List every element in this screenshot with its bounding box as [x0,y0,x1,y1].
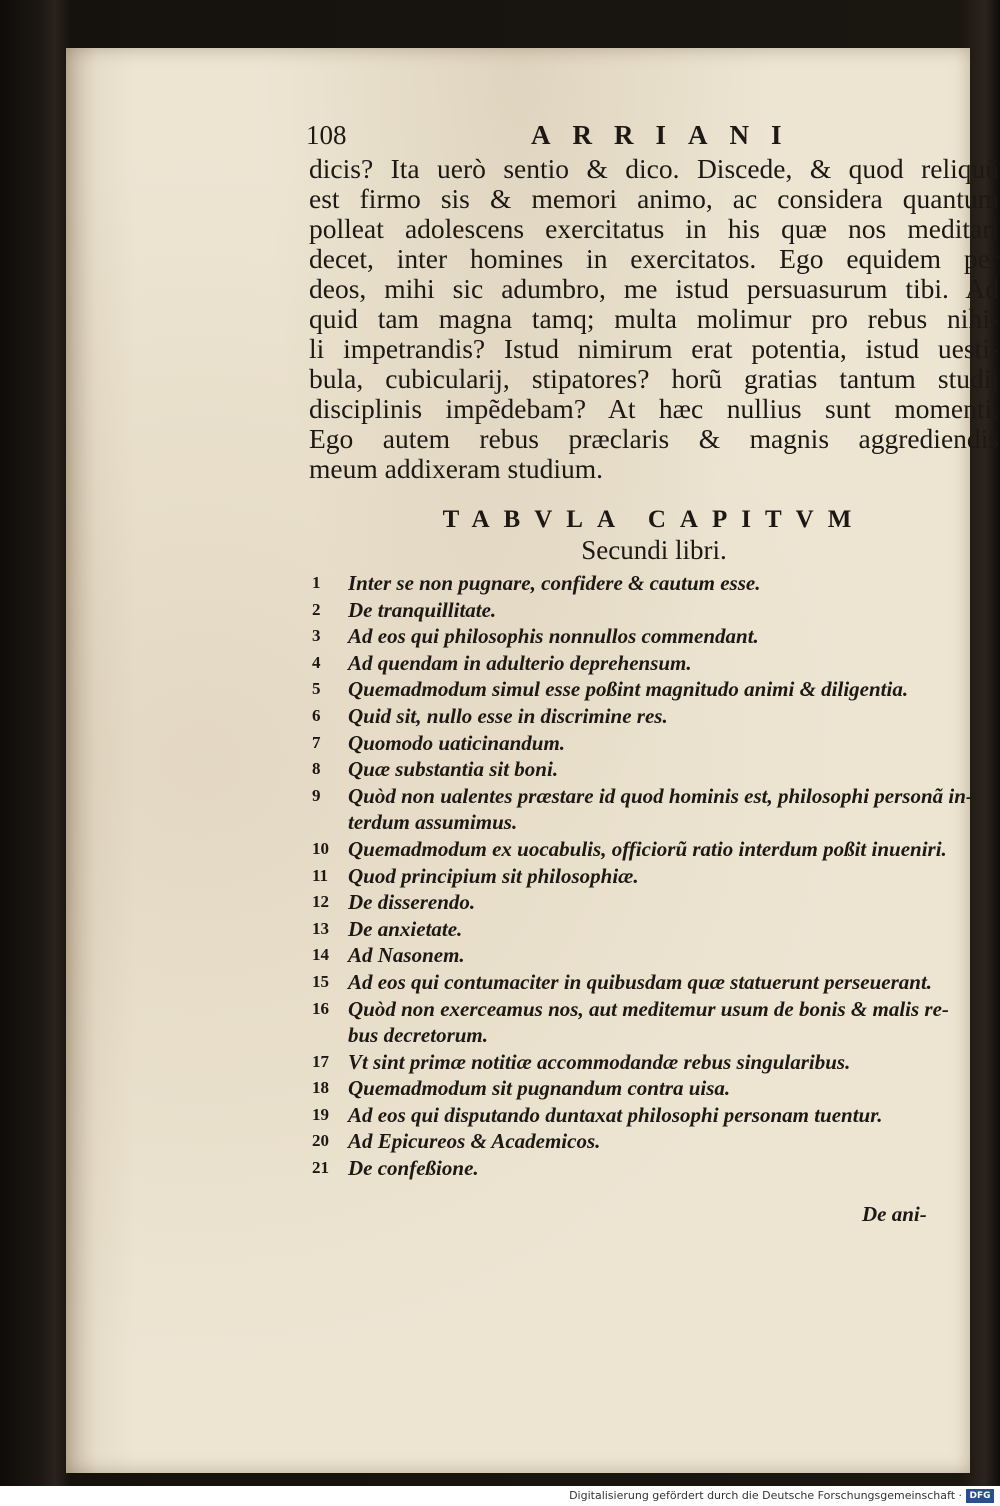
chapter-item [312,996,1000,1049]
chapter-number: 17 [312,1051,329,1071]
chapter-item [312,1128,1000,1155]
chapter-number: 21 [312,1158,329,1178]
chapter-item [312,730,1000,757]
chapter-number: 6 [312,705,321,725]
chapter-number: 1 [312,573,321,592]
body-line: Ego autem rebus præclaris & magnis aggrediendis [309,423,999,454]
chapter-title: Vt sint primæ notitiæ accommodandæ rebus singularibus. [348,1049,851,1074]
chapter-title: Ad eos qui contumaciter in quibusdam quæ statuerunt perseuerant. [348,969,933,994]
chapter-number: 3 [312,626,321,646]
body-line: polleat adolescens exercitatus in his quæ nos meditari [309,213,999,244]
chapter-item [312,703,1000,730]
body-line-last: meum addixeram studium. [309,453,604,484]
chapter-number: 19 [312,1104,329,1124]
digitization-credit: Digitalisierung gefördert durch die Deutsche Forschungsgemeinschaft · [569,1489,962,1502]
body-line: deos, mihi sic adumbro, me istud persuasurum tibi. Ad [309,273,999,304]
chapter-number: 8 [312,759,321,779]
body-line: quid tam magna tamq; multa molimur pro rebus nihi- [309,303,999,334]
chapter-number: 20 [312,1131,329,1151]
chapter-item [312,650,1000,677]
chapter-item [312,1155,1000,1182]
chapter-item [312,1049,1000,1076]
chapter-title: Quòd non exerceamus nos, aut meditemur usum de bonis & malis re- [348,996,949,1021]
chapter-title: Ad Nasonem. [348,943,465,968]
chapter-title: Ad eos qui disputando duntaxat philosophi personam tuentur. [348,1102,883,1127]
body-line: dicis? Ita uerò sentio & dico. Discede, & quod reliquũ [309,153,999,184]
chapter-title: De anxietate. [348,916,463,941]
chapter-title: De tranquillitate. [348,597,497,622]
chapter-item [312,1075,1000,1102]
chapter-item [312,1102,1000,1129]
dfg-logo-icon: DFG [966,1489,994,1503]
page-number: 108 [306,120,347,150]
table-of-chapters-heading: TABVLA CAPITVM [442,506,866,533]
chapter-number: 13 [312,918,329,938]
body-line: bula, cubicularij, stipatores? horũ gratias tantum studij [309,363,999,394]
digitization-credit-bar [0,1486,1000,1506]
chapter-title: Quemadmodum sit pugnandum contra uisa. [348,1076,731,1101]
chapter-item [312,889,1000,916]
chapter-item [312,676,1000,703]
chapter-item [312,783,1000,836]
chapter-item [312,836,1000,863]
chapter-title: Quæ substantia sit boni. [348,757,559,782]
chapter-title: Quod principium sit philosophiæ. [348,863,639,888]
chapter-number: 4 [312,652,321,672]
chapter-number: 12 [312,892,329,912]
chapter-title: Quòd non ualentes præstare id quod hominis est, philosophi personã in- [348,783,973,808]
book-page [66,48,999,1473]
chapter-number: 16 [312,998,329,1018]
chapter-item [312,756,1000,783]
chapter-title: De disserendo. [348,890,476,915]
chapter-number: 10 [312,838,329,858]
catchword: De ani- [862,1202,927,1226]
table-of-chapters-subheading: Secundi libri. [581,535,727,565]
chapter-title: De confeßione. [348,1156,479,1181]
body-line: decet, inter homines in exercitatos. Ego equidem per [309,243,999,274]
chapter-title-continuation: bus decretorum. [348,1023,489,1048]
chapter-title-continuation: terdum assumimus. [348,810,518,835]
chapter-number: 9 [312,785,321,805]
body-text [309,154,999,484]
chapter-number: 18 [312,1078,329,1098]
chapter-number: 7 [312,732,321,752]
chapter-number: 15 [312,971,329,991]
chapter-number: 14 [312,945,329,965]
chapter-item [312,623,1000,650]
chapter-item [312,969,1000,996]
chapter-item [312,570,1000,597]
chapter-item [312,597,1000,624]
chapter-title: Ad quendam in adulterio deprehensum. [348,650,692,675]
body-line: est firmo sis & memori animo, ac considera quantum [309,183,999,214]
chapter-title: Quomodo uaticinandum. [348,730,566,755]
chapter-title: Inter se non pugnare, confidere & cautum esse. [348,571,761,595]
chapter-number: 2 [312,599,321,619]
chapter-number: 5 [312,679,321,699]
chapter-item [312,942,1000,969]
chapter-title: Ad Epicureos & Academicos. [348,1129,601,1154]
chapter-item [312,916,1000,943]
body-line: li impetrandis? Istud nimirum erat potentia, istud uesti- [309,333,999,364]
chapter-title: Quid sit, nullo esse in discrimine res. [348,703,668,728]
chapter-title: Ad eos qui philosophis nonnullos commendant. [348,624,759,649]
running-title: ARRIANI [531,120,804,150]
chapter-number: 11 [312,865,329,885]
chapter-list [312,570,1000,1182]
chapter-item [312,863,1000,890]
chapter-title: Quemadmodum ex uocabulis, officiorũ ratio interdum poßit inueniri. [348,836,947,861]
chapter-title: Quemadmodum simul esse poßint magnitudo animi & diligentia. [348,677,909,702]
body-line: disciplinis impẽdebam? At hæc nullius sunt momenti. [309,393,999,424]
